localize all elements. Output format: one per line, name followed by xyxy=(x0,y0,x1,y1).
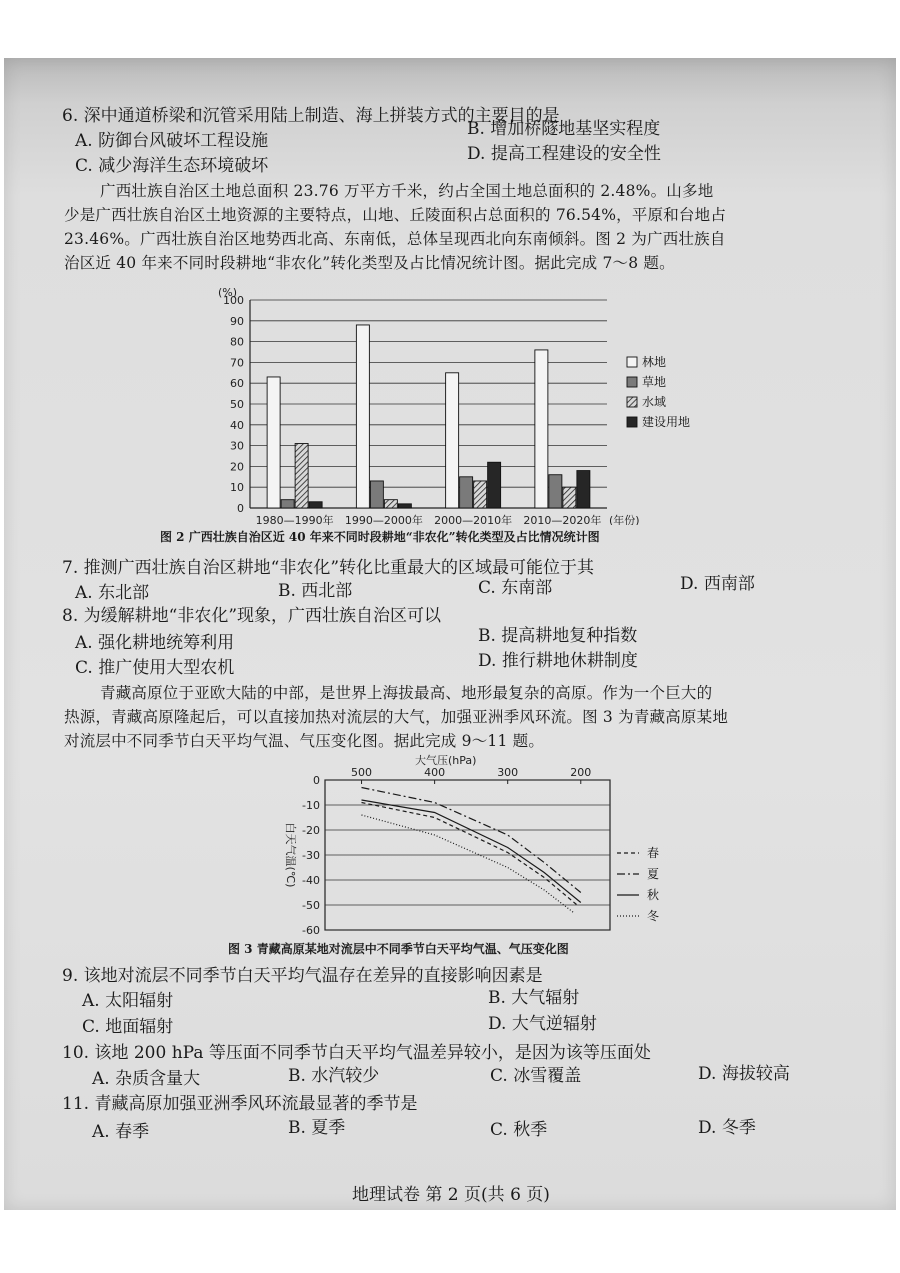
q7-stem: 7. 推测广西壮族自治区耕地“非农化”转化比重最大的区域最可能位于其 xyxy=(62,558,595,578)
legend-swatch-草地 xyxy=(627,377,637,387)
q8-option-d: D. 推行耕地休耕制度 xyxy=(478,651,638,671)
bar-林地-2000—2010年 xyxy=(446,373,459,508)
x-axis-title: 大气压(hPa) xyxy=(415,754,477,767)
q9-stem: 9. 该地对流层不同季节白天平均气温存在差异的直接影响因素是 xyxy=(62,966,543,986)
q6-option-d: D. 提高工程建设的安全性 xyxy=(467,144,661,164)
q6-stem: 6. 深中通道桥梁和沉管采用陆上制造、海上拼装方式的主要目的是 xyxy=(62,106,560,126)
x-tick-label: 500 xyxy=(351,766,373,779)
figure-2-bar-chart xyxy=(195,280,755,525)
x-axis-unit-label: (年份) xyxy=(609,514,640,525)
y-tick-label: 80 xyxy=(230,335,244,349)
bar-草地-1990—2000年 xyxy=(370,481,383,508)
y-tick-label: 30 xyxy=(230,439,244,453)
bar-建设用地-1990—2000年 xyxy=(398,504,411,508)
figure-2-caption: 图 2 广西壮族自治区近 40 年来不同时段耕地“非农化”转化类型及占比情况统计图 xyxy=(160,530,600,544)
figure-3-caption: 图 3 青藏高原某地对流层中不同季节白天平均气温、气压变化图 xyxy=(228,942,569,956)
y-tick-label: 60 xyxy=(230,377,244,391)
legend-label-秋: 秋 xyxy=(647,888,660,902)
y-tick-label: -40 xyxy=(302,874,320,887)
series-line-秋 xyxy=(362,800,581,903)
q10-option-d: D. 海拔较高 xyxy=(698,1064,790,1084)
y-tick-label: 20 xyxy=(230,460,244,474)
bar-水域-2000—2010年 xyxy=(474,481,487,508)
passage2-line-3: 对流层中不同季节白天平均气温、气压变化图。据此完成 9～11 题。 xyxy=(64,732,545,750)
y-tick-label: 10 xyxy=(230,481,244,495)
q7-option-a: A. 东北部 xyxy=(75,583,150,603)
q9-option-a: A. 太阳辐射 xyxy=(82,991,174,1011)
q11-option-c: C. 秋季 xyxy=(490,1120,548,1140)
y-axis-label: (%) xyxy=(218,286,238,299)
bar-建设用地-2010—2020年 xyxy=(577,471,590,508)
bar-林地-2010—2020年 xyxy=(535,350,548,508)
legend-swatch-水域 xyxy=(627,397,637,407)
q11-stem: 11. 青藏高原加强亚洲季风环流最显著的季节是 xyxy=(62,1094,418,1114)
x-tick-label: 2000—2010年 xyxy=(434,514,513,525)
q10-option-b: B. 水汽较少 xyxy=(288,1066,380,1086)
bar-草地-2000—2010年 xyxy=(460,477,473,508)
x-tick-label: 300 xyxy=(497,766,519,779)
legend-label-草地: 草地 xyxy=(642,375,667,389)
q8-stem: 8. 为缓解耕地“非农化”现象，广西壮族自治区可以 xyxy=(62,606,442,626)
x-tick-label: 400 xyxy=(424,766,446,779)
q7-option-c: C. 东南部 xyxy=(478,578,553,598)
y-tick-label: 40 xyxy=(230,418,244,432)
legend-label-冬: 冬 xyxy=(647,909,660,923)
q6-option-b: B. 增加桥隧地基坚实程度 xyxy=(467,119,661,139)
q6-option-c: C. 减少海洋生态环境破坏 xyxy=(75,156,269,176)
q9-option-b: B. 大气辐射 xyxy=(488,988,580,1008)
bar-林地-1990—2000年 xyxy=(356,325,369,508)
bar-林地-1980—1990年 xyxy=(267,377,280,508)
y-tick-label: 0 xyxy=(237,502,244,515)
q10-stem: 10. 该地 200 hPa 等压面不同季节白天平均气温差异较小，是因为该等压面处 xyxy=(62,1043,651,1063)
q9-option-c: C. 地面辐射 xyxy=(82,1017,174,1037)
q11-option-a: A. 春季 xyxy=(92,1122,150,1142)
q7-option-d: D. 西南部 xyxy=(680,574,755,594)
y-tick-label: 0 xyxy=(313,774,320,787)
legend-label-夏: 夏 xyxy=(647,867,660,881)
figure-3-line-chart xyxy=(265,752,685,937)
y-tick-label: 70 xyxy=(230,356,244,370)
bar-建设用地-1980—1990年 xyxy=(309,502,322,508)
q10-option-a: A. 杂质含量大 xyxy=(92,1069,201,1089)
bar-草地-2010—2020年 xyxy=(549,475,562,508)
passage2-line-2: 热源，青藏高原隆起后，可以直接加热对流层的大气，加强亚洲季风环流。图 3 为青藏高原某地 xyxy=(64,708,729,726)
legend-swatch-建设用地 xyxy=(627,417,637,427)
x-tick-label: 200 xyxy=(570,766,592,779)
y-tick-label: -50 xyxy=(302,899,320,912)
legend-label-春: 春 xyxy=(647,846,660,860)
q11-option-d: D. 冬季 xyxy=(698,1118,756,1138)
y-tick-label: -60 xyxy=(302,924,320,937)
bar-水域-1990—2000年 xyxy=(384,500,397,508)
x-tick-label: 1990—2000年 xyxy=(344,514,423,525)
passage2-line-1: 青藏高原位于亚欧大陆的中部，是世界上海拔最高、地形最复杂的高原。作为一个巨大的 xyxy=(100,684,713,702)
q11-option-b: B. 夏季 xyxy=(288,1118,346,1138)
page-footer: 地理试卷 第 2 页(共 6 页) xyxy=(352,1185,550,1205)
legend-label-建设用地: 建设用地 xyxy=(642,415,691,429)
y-tick-label: 100 xyxy=(223,294,244,307)
y-tick-label: -10 xyxy=(302,799,320,812)
legend-swatch-林地 xyxy=(627,357,637,367)
series-line-夏 xyxy=(362,788,581,893)
passage1-line-4: 治区近 40 年来不同时段耕地“非农化”转化类型及占比情况统计图。据此完成 7～8 题。 xyxy=(64,254,675,272)
q8-option-b: B. 提高耕地复种指数 xyxy=(478,626,638,646)
y-tick-label: 90 xyxy=(230,314,244,328)
y-tick-label: 50 xyxy=(230,398,244,411)
q10-option-c: C. 冰雪覆盖 xyxy=(490,1066,582,1086)
bar-草地-1980—1990年 xyxy=(281,500,294,508)
legend-label-林地: 林地 xyxy=(642,355,667,369)
y-tick-label: -30 xyxy=(302,849,320,862)
q8-option-a: A. 强化耕地统筹利用 xyxy=(75,633,235,653)
q9-option-d: D. 大气逆辐射 xyxy=(488,1014,597,1034)
passage1-line-1: 广西壮族自治区土地总面积 23.76 万平方千米，约占全国土地总面积的 2.48%。山多地 xyxy=(100,182,714,200)
q6-option-a: A. 防御台风破坏工程设施 xyxy=(75,131,269,151)
bar-水域-1980—1990年 xyxy=(295,444,308,508)
x-tick-label: 1980—1990年 xyxy=(255,514,334,525)
q8-option-c: C. 推广使用大型农机 xyxy=(75,658,235,678)
y-tick-label: -20 xyxy=(302,824,320,837)
legend-label-水域: 水域 xyxy=(642,395,667,409)
x-tick-label: 2010—2020年 xyxy=(523,514,602,525)
bar-建设用地-2000—2010年 xyxy=(488,462,501,508)
y-axis-title: 白天气温(℃) xyxy=(284,822,297,888)
passage1-line-3: 23.46%。广西壮族自治区地势西北高、东南低，总体呈现西北向东南倾斜。图 2 为广西壮族自 xyxy=(64,230,726,248)
bar-水域-2010—2020年 xyxy=(563,487,576,508)
q7-option-b: B. 西北部 xyxy=(278,581,353,601)
passage1-line-2: 少是广西壮族自治区土地资源的主要特点，山地、丘陵面积占总面积的 76.54%，平原和台地占 xyxy=(64,206,727,224)
